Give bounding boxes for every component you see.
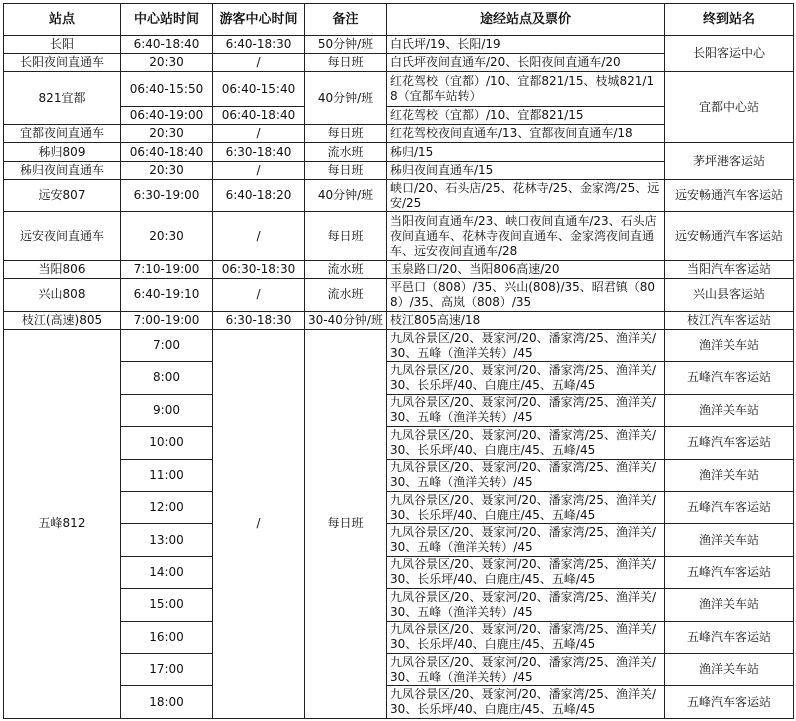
note-cell: 每日班 [305,161,387,179]
center-time-cell: 16:00 [121,621,213,653]
route-cell: 九凤谷景区/20、聂家河/20、潘家湾/25、渔洋关/30、长乐坪/40、白鹿庄/45、五峰/45 [387,362,665,394]
route-cell: 玉泉路口/20、当阳806高速/20 [387,260,665,278]
table-row [4,36,794,54]
route-cell: 九凤谷景区/20、聂家河/20、潘家湾/25、渔洋关/30、五峰（渔洋关转）/45 [387,329,665,361]
route-cell: 九凤谷景区/20、聂家河/20、潘家湾/25、渔洋关/30、五峰（渔洋关转）/45 [387,524,665,556]
center-time-cell: 20:30 [121,212,213,261]
destination-cell: 远安畅通汽车客运站 [665,179,794,211]
destination-cell: 茅坪港客运站 [665,143,794,179]
route-cell: 当阳夜间直通车/23、峡口夜间直通车/23、石头店夜间直通车、花林寺夜间直通车、金家湾夜间直通车、远安夜间直通车/28 [387,212,665,261]
visitor-time-cell: 6:40-18:20 [213,179,305,211]
note-cell: 流水班 [305,279,387,311]
visitor-time-cell: / [213,125,305,143]
route-cell: 九凤谷景区/20、聂家河/20、潘家湾/25、渔洋关/30、长乐坪/40、白鹿庄/45、五峰/45 [387,427,665,459]
route-cell: 九凤谷景区/20、聂家河/20、潘家湾/25、渔洋关/30、长乐坪/40、白鹿庄/45、五峰/45 [387,491,665,523]
header-center-time: 中心站时间 [121,4,213,36]
center-time-cell: 7:00 [121,329,213,361]
destination-cell: 五峰汽车客运站 [665,621,794,653]
destination-cell: 远安畅通汽车客运站 [665,212,794,261]
header-destination: 终到站名 [665,4,794,36]
header-row [4,4,794,36]
table-row [4,212,794,261]
visitor-time-cell: 6:40-18:30 [213,36,305,54]
table-row [4,394,794,426]
destination-cell: 渔洋关车站 [665,459,794,491]
station-cell: 兴山808 [4,279,121,311]
route-cell: 九凤谷景区/20、聂家河/20、潘家湾/25、渔洋关/30、五峰（渔洋关转）/45 [387,589,665,621]
note-cell: 每日班 [305,54,387,72]
bus-schedule-table [3,3,794,719]
center-time-cell: 6:30-19:00 [121,179,213,211]
destination-cell: 渔洋关车站 [665,589,794,621]
note-cell: 每日班 [305,329,387,718]
station-cell: 当阳806 [4,260,121,278]
route-cell: 秭归夜间直通车/15 [387,161,665,179]
table-row [4,72,794,106]
table-row [4,260,794,278]
station-cell: 枝江(高速)805 [4,311,121,329]
center-time-cell: 06:40-15:50 [121,72,213,106]
center-time-cell: 20:30 [121,161,213,179]
note-cell: 40分钟/班 [305,179,387,211]
destination-cell: 渔洋关车站 [665,394,794,426]
route-cell: 九凤谷景区/20、聂家河/20、潘家湾/25、渔洋关/30、五峰（渔洋关转）/45 [387,654,665,686]
table-row [4,143,794,161]
header-note: 备注 [305,4,387,36]
destination-cell: 当阳汽车客运站 [665,260,794,278]
table-row [4,329,794,361]
center-time-cell: 13:00 [121,524,213,556]
table-row [4,279,794,311]
table-row [4,556,794,588]
note-cell: 40分钟/班 [305,72,387,125]
visitor-time-cell: / [213,212,305,261]
center-time-cell: 15:00 [121,589,213,621]
destination-cell: 枝江汽车客运站 [665,311,794,329]
note-cell: 每日班 [305,125,387,143]
center-time-cell: 7:00-19:00 [121,311,213,329]
destination-cell: 渔洋关车站 [665,329,794,361]
station-cell: 宜都夜间直通车 [4,125,121,143]
route-cell: 九凤谷景区/20、聂家河/20、潘家湾/25、渔洋关/30、长乐坪/40、白鹿庄/45、五峰/45 [387,621,665,653]
table-row [4,459,794,491]
header-visitor-time: 游客中心时间 [213,4,305,36]
table-row [4,589,794,621]
table-row [4,524,794,556]
visitor-time-cell: 06:40-15:40 [213,72,305,106]
note-cell: 流水班 [305,143,387,161]
center-time-cell: 12:00 [121,491,213,523]
center-time-cell: 10:00 [121,427,213,459]
visitor-time-cell: / [213,54,305,72]
destination-cell: 五峰汽车客运站 [665,362,794,394]
destination-cell: 五峰汽车客运站 [665,491,794,523]
destination-cell: 长阳客运中心 [665,36,794,72]
table-row [4,654,794,686]
visitor-time-cell: / [213,161,305,179]
visitor-time-cell: 06:30-18:30 [213,260,305,278]
route-cell: 枝江805高速/18 [387,311,665,329]
station-cell: 长阳 [4,36,121,54]
note-cell: 流水班 [305,260,387,278]
table-row [4,427,794,459]
center-time-cell: 11:00 [121,459,213,491]
route-cell: 红花驾校（宜都）/10、宜都821/15 [387,106,665,124]
route-cell: 九凤谷景区/20、聂家河/20、潘家湾/25、渔洋关/30、长乐坪/40、白鹿庄/45、五峰/45 [387,556,665,588]
header-station: 站点 [4,4,121,36]
visitor-time-cell: 06:40-18:40 [213,106,305,124]
destination-cell: 五峰汽车客运站 [665,427,794,459]
station-cell: 五峰812 [4,329,121,718]
center-time-cell: 20:30 [121,125,213,143]
station-cell: 821宜都 [4,72,121,125]
center-time-cell: 7:10-19:00 [121,260,213,278]
table-row [4,179,794,211]
destination-cell: 五峰汽车客运站 [665,556,794,588]
note-cell: 每日班 [305,212,387,261]
route-cell: 九凤谷景区/20、聂家河/20、潘家湾/25、渔洋关/30、长乐坪/40、白鹿庄/45、五峰/45 [387,686,665,719]
destination-cell: 渔洋关车站 [665,524,794,556]
center-time-cell: 20:30 [121,54,213,72]
station-cell: 秭归809 [4,143,121,161]
center-time-cell: 8:00 [121,362,213,394]
route-cell: 峡口/20、石头店/25、花林寺/25、金家湾/25、远安/25 [387,179,665,211]
table-row [4,491,794,523]
table-row [4,311,794,329]
route-cell: 九凤谷景区/20、聂家河/20、潘家湾/25、渔洋关/30、五峰（渔洋关转）/45 [387,459,665,491]
destination-cell: 五峰汽车客运站 [665,686,794,719]
station-cell: 长阳夜间直通车 [4,54,121,72]
center-time-cell: 6:40-18:40 [121,36,213,54]
visitor-time-cell: 6:30-18:30 [213,311,305,329]
center-time-cell: 06:40-18:40 [121,143,213,161]
route-cell: 红花驾校夜间直通车/13、宜都夜间直通车/18 [387,125,665,143]
station-cell: 远安夜间直通车 [4,212,121,261]
destination-cell: 渔洋关车站 [665,654,794,686]
route-cell: 秭归/15 [387,143,665,161]
center-time-cell: 17:00 [121,654,213,686]
center-time-cell: 06:40-19:00 [121,106,213,124]
route-cell: 九凤谷景区/20、聂家河/20、潘家湾/25、渔洋关/30、五峰（渔洋关转）/45 [387,394,665,426]
destination-cell: 兴山县客运站 [665,279,794,311]
note-cell: 30-40分钟/班 [305,311,387,329]
table-row [4,621,794,653]
route-cell: 白氏坪/19、长阳/19 [387,36,665,54]
station-cell: 远安807 [4,179,121,211]
visitor-time-cell: / [213,329,305,718]
route-cell: 白氏坪夜间直通车/20、长阳夜间直通车/20 [387,54,665,72]
center-time-cell: 14:00 [121,556,213,588]
route-cell: 平邑口（808）/35、兴山(808)/35、昭君镇（808）/35、高岚（808）/35 [387,279,665,311]
station-cell: 秭归夜间直通车 [4,161,121,179]
center-time-cell: 18:00 [121,686,213,719]
destination-cell: 宜都中心站 [665,72,794,143]
center-time-cell: 9:00 [121,394,213,426]
route-cell: 红花驾校（宜都）/10、宜都821/15、枝城821/18（宜都车站转） [387,72,665,106]
center-time-cell: 6:40-19:10 [121,279,213,311]
visitor-time-cell: 6:30-18:40 [213,143,305,161]
visitor-time-cell: / [213,279,305,311]
table-row [4,362,794,394]
header-route: 途经站点及票价 [387,4,665,36]
table-row [4,686,794,719]
note-cell: 50分钟/班 [305,36,387,54]
